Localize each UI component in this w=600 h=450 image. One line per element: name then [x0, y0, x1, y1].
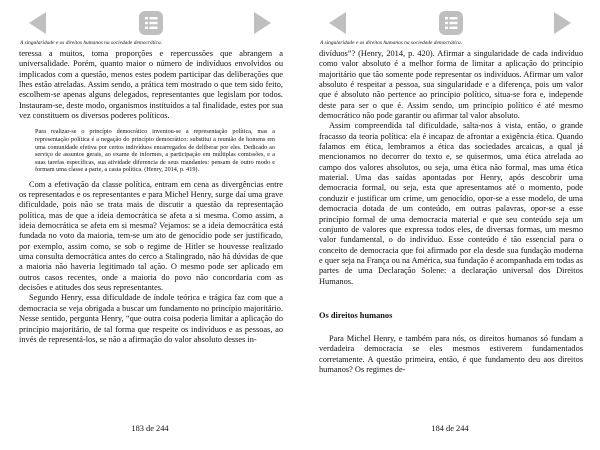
right-menu-button[interactable]	[437, 9, 465, 37]
left-page-body	[19, 49, 283, 345]
paragraph: Assim compreendida tal dificuldade, salta-nos à vista, então, o grande fracasso da teoria política: ela é incapaz de afrontar a exigência ética. Quando falamos em ética, lembramos a ética das sociedades arcaicas, a qual já mencionamos no decorrer do texto e, se quisermos, uma ética atrelada ao campo dos valores absolutos, ou seja, uma ética não formal, mas uma ética material. Uma das saídas apontadas por Henry, após descobrir uma democracia formal, ou seja, esta que apresentamos até o momento, pode conduzir e justificar um crime, um genocídio, opor-se a esse modelo, de uma democracia dotada de um conteúdo, em outras palavras, opor-se a esse princípio formal de uma democracia material e que seu conteúdo seja um conjunto de valores que expressa todos eles, de diversas formas, um mesmo valor fundamental, o do indivíduo. Esse conteúdo é tão essencial para o conceito de democracia que foi afirmado por ela desde sua fundação moderna e quer seja na França ou na América, sua fundação é acompanhada em todas as partes de uma Declaração Solene: a declaração universal dos Direitos Humanos.	[319, 121, 583, 286]
block-quote: Para realizar-se o princípio democrático inventou-se a representação política, mas a representação política é a negação do princípio democrático: substitui a reunião de homens em uma comunidade efetiva por certos indivíduos encarregados de deliberar por eles. Dedicado ao serviço de assuntos gerais, ao exame de informes, a participação em múltiplas comissões, e a suas tarefas específicas, sua atividade diferencia de seus mandantes: pensam de outro modo e formam uma classe a parte, a casta política. (Henry, 2014, p. 419).	[35, 128, 275, 174]
right-page	[300, 0, 600, 450]
paragraph: teressa a muitos, toma proporções e repercussões que abrangem a universalidade. Porém, quanto maior o número de indivíduos envolvidos ou implicados com a questão, menos estes podem participar das deliberações que lhes estão atreladas. Assim sendo, a prática tem mostrado o que tem sido feito, escolhem-se apenas alguns delegados, representantes que legislam por todos. Instauram-se, deste modo, organismos instituídos a tal finalidade, estes por sua vez constituem os diversos poderes políticos.	[19, 49, 283, 121]
right-viewer-toolbar	[300, 9, 600, 37]
triangle-right-icon	[548, 9, 576, 37]
triangle-left-icon	[324, 9, 352, 37]
paragraph: Para Michel Henry, e também para nós, os direitos humanos só fundam a verdadeira democracia se eles mesmos estiverem fundamentados corretamente. A questão primeira, então, é que fundamento deu aos direitos humanos? Os regimes de-	[319, 333, 583, 374]
page-number: 184 de 244	[431, 424, 469, 433]
right-next-page-button[interactable]	[548, 9, 576, 37]
running-head: A singularidade e os direitos humanos na sociedade democrática.	[20, 40, 163, 46]
left-viewer-toolbar	[0, 9, 300, 37]
paragraph: Segundo Henry, essa dificuldade de índole teórica e trágica faz com que a democracia se veja obrigada a buscar um fundamento no princípio majoritário. Nesse sentido, pergunta Henry, “que outra coisa poderia limitar a aplicação do princípio majoritário, de tal forma que respeite os indivíduos e as pessoas, ao invés de representá-los, se não a afirmação do valor absoluto desses in-	[19, 293, 283, 344]
right-page-body	[319, 49, 583, 375]
paragraph: Com a efetivação da classe política, entram em cena as divergências entre os representados e os representantes e para Michel Henry, surge daí uma grave dificuldade, pois não se trata mais de discutir a questão da representação política, mas de que a ideia democrática se afeta a si mesma. Como assim, a ideia democrática se afeta em si mesma? Vejamos: se a ideia democrática está fundada no voto da maioria, tem-se um ato de genocídio pode ser justificado, por exemplo, assim como, se sob o regime de Hitler se houvesse realizado uma consulta democrática antes do cerco a Stalingrado, não há dúvidas de que a maioria não haveria legitimado tal ação. O mesmo pode ser aplicado em outros casos recentes, onde a maioria do povo não concordaria com as decisões e atitudes dos seus representantes.	[19, 179, 283, 293]
triangle-left-icon	[24, 9, 52, 37]
section-heading: Os direitos humanos	[319, 310, 393, 320]
left-next-page-button[interactable]	[248, 9, 276, 37]
list-menu-icon	[137, 9, 165, 37]
triangle-right-icon	[248, 9, 276, 37]
left-menu-button[interactable]	[137, 9, 165, 37]
paragraph: divíduos”? (Henry, 2014, p. 420). Afirmar a singularidade de cada indivíduo como valor absoluto é a melhor forma de limitar a aplicação do princípio majoritário que tão somente pode representar os indivíduos. Afirmar um valor absoluto é respeitar a pessoa, sua singularidade e a diferença, pois um valor que é absoluto não pertence ao princípio político, situa-se fora e, independe deste para ser o que é. Assim sendo, um princípio político é até mesmo democrático não pode garantir ou afirmar tal valor absoluto.	[319, 49, 583, 121]
running-head: A singularidade e os direitos humanos na sociedade democrática.	[320, 40, 463, 46]
left-prev-page-button[interactable]	[24, 9, 52, 37]
right-prev-page-button[interactable]	[324, 9, 352, 37]
list-menu-icon	[437, 9, 465, 37]
page-number: 183 de 244	[131, 424, 169, 433]
